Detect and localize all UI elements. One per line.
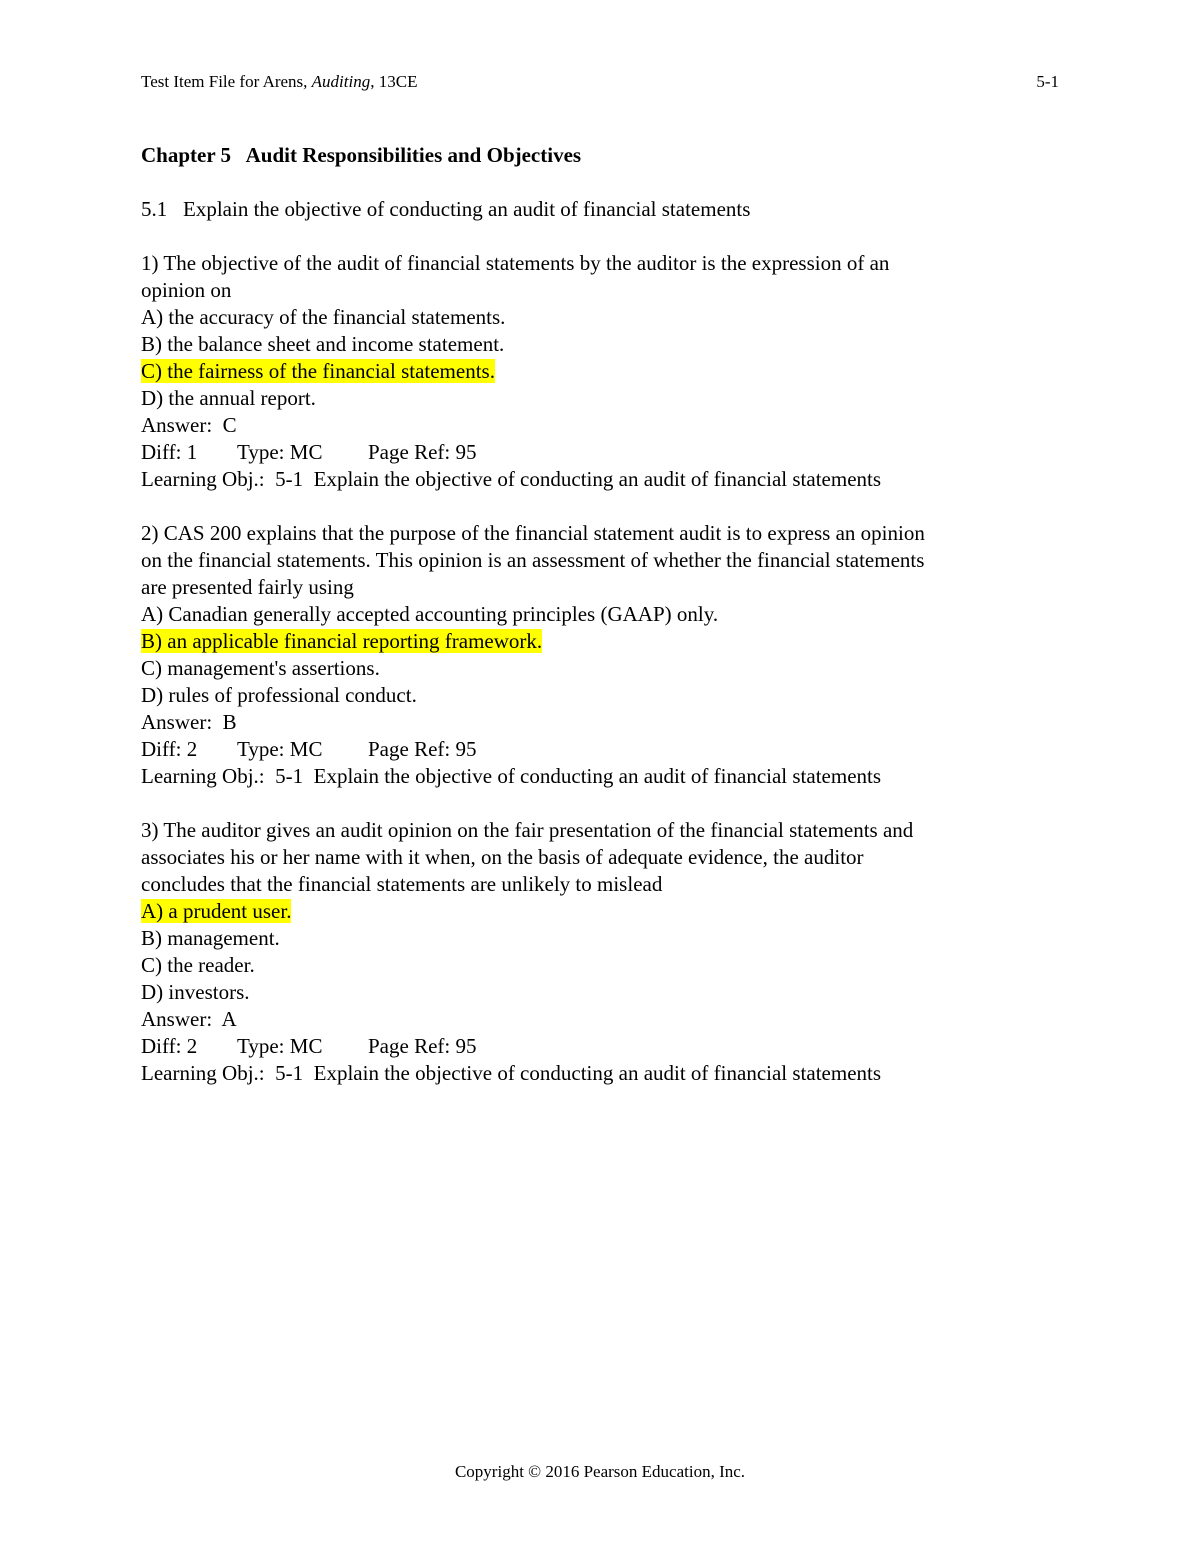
page-header <box>141 72 1059 92</box>
question-meta <box>141 1033 1041 1060</box>
answer-key: Answer: A <box>141 1007 237 1031</box>
answer-option <box>141 385 1041 412</box>
difficulty: Diff: 2 <box>141 1034 198 1058</box>
learning-objective: Learning Obj.: 5-1 Explain the objective of conducting an audit of financial statements <box>141 1061 882 1085</box>
question-1 <box>141 250 1041 493</box>
question-stem-line: 1) The objective of the audit of financial statements by the auditor is the expression of an <box>141 251 890 275</box>
header-title <box>141 72 417 92</box>
answer-option-text: D) rules of professional conduct. <box>141 683 417 707</box>
highlighted-correct-answer: C) the fairness of the financial statements. <box>141 359 495 383</box>
learning-objective: Learning Obj.: 5-1 Explain the objective of conducting an audit of financial statements <box>141 467 882 491</box>
page-reference: Page Ref: 95 <box>368 737 477 761</box>
page-content <box>141 142 1041 1114</box>
question-type: Type: MC <box>237 737 323 761</box>
page-footer: Copyright © 2016 Pearson Education, Inc. <box>454 1462 746 1481</box>
question-stem-line: 3) The auditor gives an audit opinion on the fair presentation of the financial statements and <box>141 818 914 842</box>
question-3 <box>141 817 1041 1087</box>
page-reference: Page Ref: 95 <box>368 1034 477 1058</box>
answer-option-text: D) investors. <box>141 980 250 1004</box>
answer-option-correct <box>141 628 1041 655</box>
header-title-suffix: , 13CE <box>370 72 418 91</box>
answer-option <box>141 655 1041 682</box>
section-heading: 5.1 Explain the objective of conducting an audit of financial statements <box>141 197 751 221</box>
difficulty: Diff: 2 <box>141 737 198 761</box>
question-stem-line: 2) CAS 200 explains that the purpose of the financial statement audit is to express an opinion <box>141 521 925 545</box>
answer-option-text: C) the reader. <box>141 953 255 977</box>
answer-option <box>141 304 1041 331</box>
question-stem-line: concludes that the financial statements are unlikely to mislead <box>141 872 663 896</box>
answer-key: Answer: C <box>141 413 237 437</box>
question-2 <box>141 520 1041 790</box>
difficulty: Diff: 1 <box>141 440 198 464</box>
answer-option-text: A) Canadian generally accepted accounting principles (GAAP) only. <box>141 602 719 626</box>
header-page-number: 5-1 <box>1036 72 1059 91</box>
page-reference: Page Ref: 95 <box>368 440 477 464</box>
question-stem-line: opinion on <box>141 278 232 302</box>
answer-key: Answer: B <box>141 710 237 734</box>
answer-option-text: C) management's assertions. <box>141 656 380 680</box>
header-title-prefix: Test Item File for Arens, <box>141 72 312 91</box>
question-type: Type: MC <box>237 440 323 464</box>
answer-option <box>141 601 1041 628</box>
answer-option <box>141 979 1041 1006</box>
answer-option-correct <box>141 898 1041 925</box>
highlighted-correct-answer: A) a prudent user. <box>141 899 292 923</box>
question-stem-line: on the financial statements. This opinion is an assessment of whether the financial statements <box>141 548 925 572</box>
answer-option <box>141 682 1041 709</box>
question-meta <box>141 736 1041 763</box>
learning-objective: Learning Obj.: 5-1 Explain the objective of conducting an audit of financial statements <box>141 764 882 788</box>
answer-option-text: B) management. <box>141 926 280 950</box>
answer-option-text: D) the annual report. <box>141 386 316 410</box>
chapter-title: Chapter 5 Audit Responsibilities and Objectives <box>141 143 582 167</box>
question-meta <box>141 439 1041 466</box>
answer-option-text: A) the accuracy of the financial statements. <box>141 305 506 329</box>
answer-option <box>141 331 1041 358</box>
answer-option <box>141 952 1041 979</box>
header-book-title: Auditing <box>311 72 371 91</box>
question-stem-line: are presented fairly using <box>141 575 354 599</box>
answer-option-correct <box>141 358 1041 385</box>
answer-option <box>141 925 1041 952</box>
answer-option-text: B) the balance sheet and income statement. <box>141 332 505 356</box>
question-type: Type: MC <box>237 1034 323 1058</box>
question-stem-line: associates his or her name with it when, on the basis of adequate evidence, the auditor <box>141 845 864 869</box>
highlighted-correct-answer: B) an applicable financial reporting framework. <box>141 629 543 653</box>
